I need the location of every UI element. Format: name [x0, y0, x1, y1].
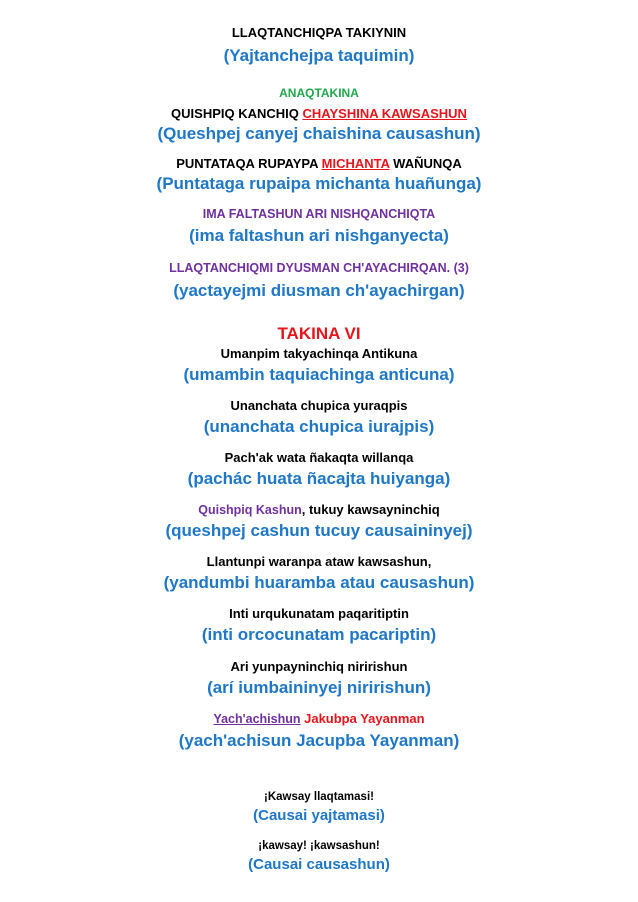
chorus-line-3: IMA FALTASHUN ARI NISHQANCHIQTA: [202, 207, 436, 221]
chorus-line-2-text-end: WAÑUNQA: [389, 156, 462, 171]
verse-line-6-translation: (inti orcocunatam pacariptin): [201, 625, 437, 644]
chorus-label: ANAQTAKINA: [279, 86, 359, 100]
verse-title: TAKINA VI: [277, 324, 361, 343]
verse-line-7-translation: (arí iumbaininyej niririshun): [207, 678, 431, 697]
closing-line-1: ¡Kawsay llaqtamasi!: [264, 791, 374, 803]
chorus-line-1-translation: (Queshpej canyej chaishina causashun): [157, 124, 481, 143]
verse-line-8-highlight-1: Yach'achishun: [213, 712, 301, 726]
verse-line-4-text: , tukuy kawsayninchiq: [301, 502, 440, 517]
chorus-line-3-translation: (ima faltashun ari nishganyecta): [189, 226, 449, 245]
closing-line-2-translation: (Causai causashun): [248, 856, 390, 873]
verse-line-1-translation: (umambin taquiachinga anticuna): [183, 365, 455, 384]
verse-line-8-highlight-2: Jakubpa Yayanman: [304, 711, 425, 726]
verse-line-3-translation: (pachác huata ñacajta huiyanga): [187, 469, 451, 488]
chorus-line-2: [0, 157, 638, 170]
verse-line-4-translation: (queshpej cashun tucuy causaininyej): [165, 521, 473, 540]
verse-line-4: [0, 503, 638, 517]
chorus-line-2-highlight: MICHANTA: [321, 156, 390, 171]
song-title: LLAQTANCHIQPA TAKIYNIN: [231, 25, 407, 40]
chorus-line-4: LLAQTANCHIQMI DYUSMAN CH'AYACHIRQAN. (3): [169, 261, 469, 275]
chorus-line-2-text: PUNTATAQA RUPAYPA: [176, 156, 322, 171]
chorus-line-4-translation: (yactayejmi diusman ch'ayachirgan): [173, 281, 465, 300]
verse-line-7: Ari yunpayninchiq niririshun: [230, 659, 408, 674]
verse-line-2: Unanchata chupica yuraqpis: [230, 398, 408, 413]
chorus-line-1-text: QUISHPIQ KANCHIQ: [171, 106, 303, 121]
chorus-line-1: [0, 107, 638, 120]
verse-line-1: Umanpim takyachinqa Antikuna: [220, 346, 418, 361]
verse-line-8-translation: (yach'achisun Jacupba Yayanman): [178, 731, 460, 750]
verse-line-2-translation: (unanchata chupica iurajpis): [203, 417, 435, 436]
verse-line-3: Pach'ak wata ñakaqta willanqa: [224, 450, 414, 465]
verse-line-4-highlight: Quishpiq Kashun: [198, 503, 302, 517]
closing-line-2: ¡kawsay! ¡kawsashun!: [258, 840, 380, 852]
song-title-translation: (Yajtanchejpa taquimin): [223, 46, 415, 65]
verse-line-5: Llantunpi waranpa ataw kawsashun,: [206, 554, 432, 569]
verse-line-8: [0, 712, 638, 726]
closing-line-1-translation: (Causai yajtamasi): [253, 807, 385, 824]
verse-line-5-translation: (yandumbi huaramba atau causashun): [163, 573, 475, 592]
chorus-line-2-translation: (Puntataga rupaipa michanta huañunga): [156, 174, 482, 193]
chorus-line-1-highlight: CHAYSHINA KAWSASHUN: [302, 106, 467, 121]
verse-line-6: Inti urqukunatam paqaritiptin: [229, 606, 409, 621]
